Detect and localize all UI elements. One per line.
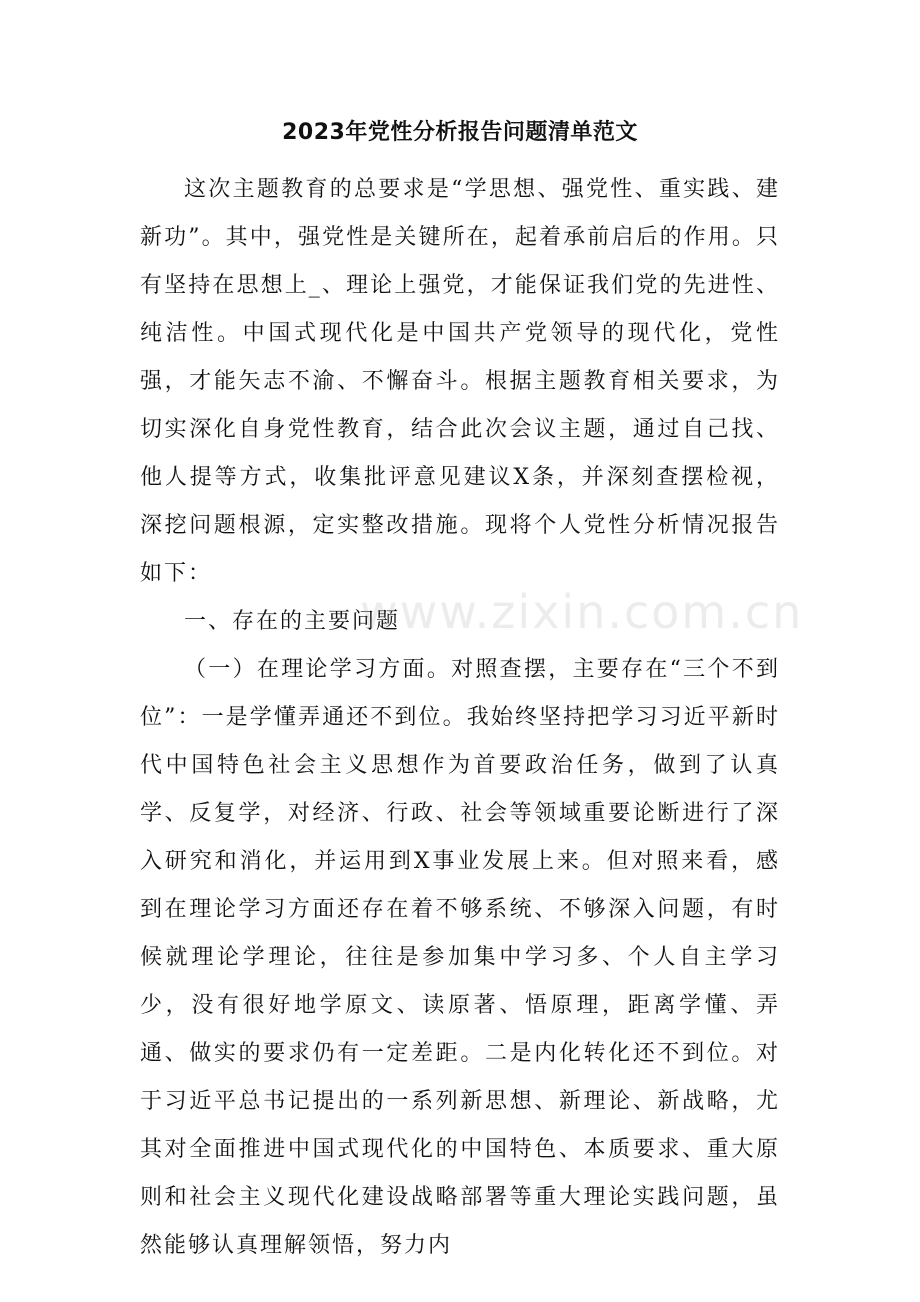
theory-study-paragraph: （一）在理论学习方面。对照查摆，主要存在“三个不到位”：一是学懂弄通还不到位。我始终坚持把学习习近平新时代中国特色社会主义思想作为首要政治任务，做到了认真学、反复学，对经济、行政、社会等领域重要论断进行了深入研究和消化，并运用到X事业发展上来。但对照来看，感到在理论学习方面还存在着不够系统、不够深入问题，有时候就理论学理论，往往是参加集中学习多、个人自主学习少，没有很好地学原文、读原著、悟原理，距离学懂、弄通、做实的要求仍有一定差距。二是内化转化还不到位。对于习近平总书记提出的一系列新思想、新理论、新战略，尤其对全面推进中国式现代化的中国特色、本质要求、重大原则和社会主义现代化建设战略部署等重大理论实践问题，虽然能够认真理解领悟，努力内 bbox=[140, 657, 780, 1258]
document-title: 2023年党性分析报告问题清单范文 bbox=[282, 120, 638, 145]
section-heading: 一、存在的主要问题 bbox=[184, 609, 401, 634]
intro-paragraph: 这次主题教育的总要求是“学思想、强党性、重实践、建新功”。其中，强党性是关键所在，起着承前启后的作用。只有坚持在思想上_、理论上强党，才能保证我们党的先进性、纯洁性。中国式现代化是中国共产党领导的现代化，党性强，才能矢志不渝、不懈奋斗。根据主题教育相关要求，为切实深化自身党性教育，结合此次会议主题，通过自己找、他人提等方式，收集批评意见建议X条，并深刻查摆检视，深挖问题根源，定实整改措施。现将个人党性分析情况报告如下： bbox=[140, 177, 780, 586]
document-page bbox=[140, 108, 780, 1270]
watermark: www.zixin.com.cn bbox=[360, 585, 804, 639]
